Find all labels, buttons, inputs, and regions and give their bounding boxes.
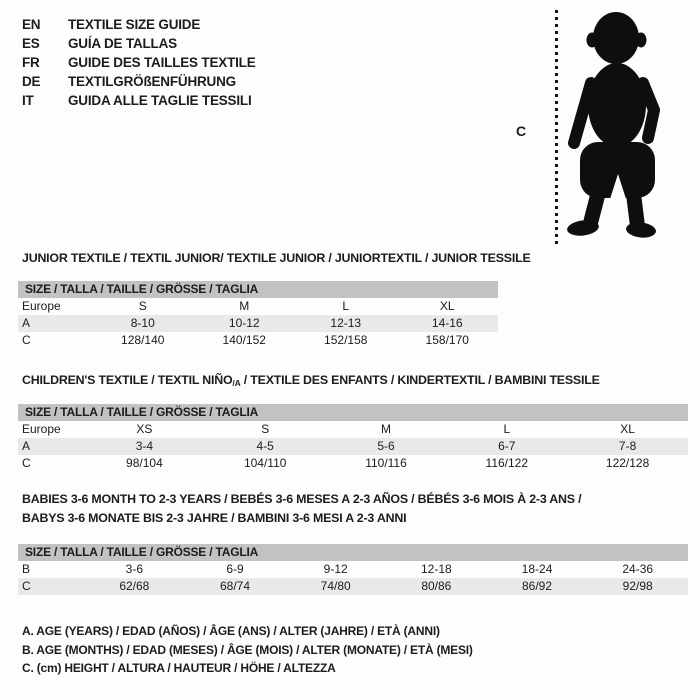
table-row-age-years — [18, 315, 498, 332]
size-cell: 80/86 — [421, 579, 452, 593]
size-cell: 24-36 — [622, 562, 654, 576]
title-line-1: BABIES 3-6 MONTH TO 2-3 YEARS / BEBÉS 3-6 MESES A 2-3 AÑOS / BÉBÉS 3-6 MOIS À 2-3 ANS / — [22, 492, 582, 506]
size-cell: 110/116 — [365, 456, 407, 470]
size-cell: 158/170 — [425, 333, 469, 347]
size-cell: 98/104 — [126, 456, 163, 470]
size-cell: 104/110 — [243, 456, 287, 470]
language-row-es — [22, 34, 256, 53]
language-row-it — [22, 91, 256, 110]
row-label: C — [22, 456, 31, 470]
size-cell: 140/152 — [222, 333, 266, 347]
height-measure-dotted-line — [555, 10, 558, 244]
language-code: FR — [22, 55, 40, 70]
title-text: / TEXTILE DES ENFANTS / KINDERTEXTIL / BAMBINI TESSILE — [240, 373, 600, 387]
title-line-2: BABYS 3-6 MONATE BIS 2-3 JAHRE / BAMBINI 3-6 MESI A 2-3 ANNI — [22, 511, 407, 525]
size-cell: 14-16 — [431, 316, 463, 330]
row-label: Europe — [22, 299, 61, 313]
size-cell: 152/158 — [324, 333, 368, 347]
title-text: CHILDREN'S TEXTILE / TEXTIL NIÑO — [22, 373, 233, 387]
language-code: IT — [22, 93, 34, 108]
size-cell: 122/128 — [605, 456, 650, 470]
language-code: DE — [22, 74, 41, 89]
size-header-bar: SIZE / TALLA / TAILLE / GRÖSSE / TAGLIA — [18, 404, 688, 421]
size-cell: 9-12 — [323, 562, 348, 576]
size-cell: XL — [439, 299, 455, 313]
size-cell: 74/80 — [320, 579, 351, 593]
size-cell: M — [239, 299, 250, 313]
children-table-title — [22, 373, 600, 388]
footnotes — [22, 622, 473, 678]
size-cell: 4-5 — [256, 439, 274, 453]
footnote-a: A. AGE (YEARS) / EDAD (AÑOS) / ÂGE (ANS) / ALTER (JAHRE) / ETÀ (ANNI) — [22, 624, 440, 638]
table-row-height — [18, 455, 688, 472]
size-cell: 68/74 — [219, 579, 251, 593]
table-row-height — [18, 332, 498, 349]
table-row-europe — [18, 298, 498, 315]
row-label: B — [22, 562, 31, 576]
row-label: C — [22, 333, 31, 347]
footnote-c: C. (cm) HEIGHT / ALTURA / HAUTEUR / HÖHE / ALTEZZA — [22, 661, 336, 676]
footnote-b: B. AGE (MONTHS) / EDAD (MESES) / ÂGE (MOIS) / ALTER (MONATE) / ETÀ (MESI) — [22, 642, 473, 657]
size-cell: 116/122 — [485, 456, 529, 470]
size-cell: 18-24 — [521, 562, 553, 576]
size-cell: 5-6 — [377, 439, 395, 453]
table-row-europe — [18, 421, 688, 438]
language-code: EN — [22, 17, 41, 32]
size-cell: S — [138, 299, 147, 313]
row-label: C — [22, 579, 31, 593]
size-cell: XS — [136, 422, 153, 436]
size-cell: 12-18 — [421, 562, 452, 576]
size-cell: 10-12 — [228, 316, 260, 330]
size-cell: L — [503, 422, 511, 436]
junior-table-title: JUNIOR TEXTILE / TEXTIL JUNIOR/ TEXTILE JUNIOR / JUNIORTEXTIL / JUNIOR TESSILE — [22, 251, 531, 265]
babies-table-title — [22, 490, 682, 528]
size-cell: 6-7 — [498, 439, 516, 453]
size-cell: S — [261, 422, 270, 436]
size-cell: 62/68 — [119, 579, 150, 593]
language-row-en — [22, 15, 256, 34]
language-row-fr — [22, 53, 256, 72]
language-label: GUIDA ALLE TAGLIE TESSILI — [68, 93, 252, 108]
size-cell: 8-10 — [130, 316, 155, 330]
language-label: GUÍA DE TALLAS — [68, 36, 177, 51]
size-cell: 86/92 — [522, 579, 553, 593]
language-label: GUIDE DES TAILLES TEXTILE — [68, 55, 256, 70]
size-header-bar: SIZE / TALLA / TAILLE / GRÖSSE / TAGLIA — [18, 544, 688, 561]
table-row-age-months — [18, 561, 688, 578]
size-cell: 3-4 — [135, 439, 154, 453]
language-code: ES — [22, 36, 40, 51]
language-label: TEXTILE SIZE GUIDE — [68, 17, 201, 32]
title-subscript: /A — [232, 378, 241, 388]
toddler-silhouette-icon — [562, 10, 662, 242]
babies-table — [18, 544, 688, 595]
size-cell: XL — [620, 422, 635, 436]
row-label: A — [22, 316, 31, 330]
language-label: TEXTILGRÖßENFÜHRUNG — [68, 74, 236, 89]
language-row-de — [22, 72, 256, 91]
size-cell: L — [342, 299, 350, 313]
junior-table — [18, 281, 498, 349]
size-cell: 6-9 — [226, 562, 244, 576]
table-row-height — [18, 578, 688, 595]
measure-label-c: C — [516, 123, 527, 139]
size-cell: 3-6 — [125, 562, 143, 576]
size-header-bar: SIZE / TALLA / TAILLE / GRÖSSE / TAGLIA — [18, 281, 498, 298]
size-cell: 7-8 — [618, 439, 637, 453]
size-cell: M — [380, 422, 391, 436]
row-label: A — [22, 439, 31, 453]
size-cell: 92/98 — [622, 579, 653, 593]
row-label: Europe — [22, 422, 61, 436]
language-list — [22, 15, 256, 110]
table-row-age-years — [18, 438, 688, 455]
size-cell: 12-13 — [330, 316, 362, 330]
size-cell: 128/140 — [121, 333, 165, 347]
children-table — [18, 404, 688, 472]
